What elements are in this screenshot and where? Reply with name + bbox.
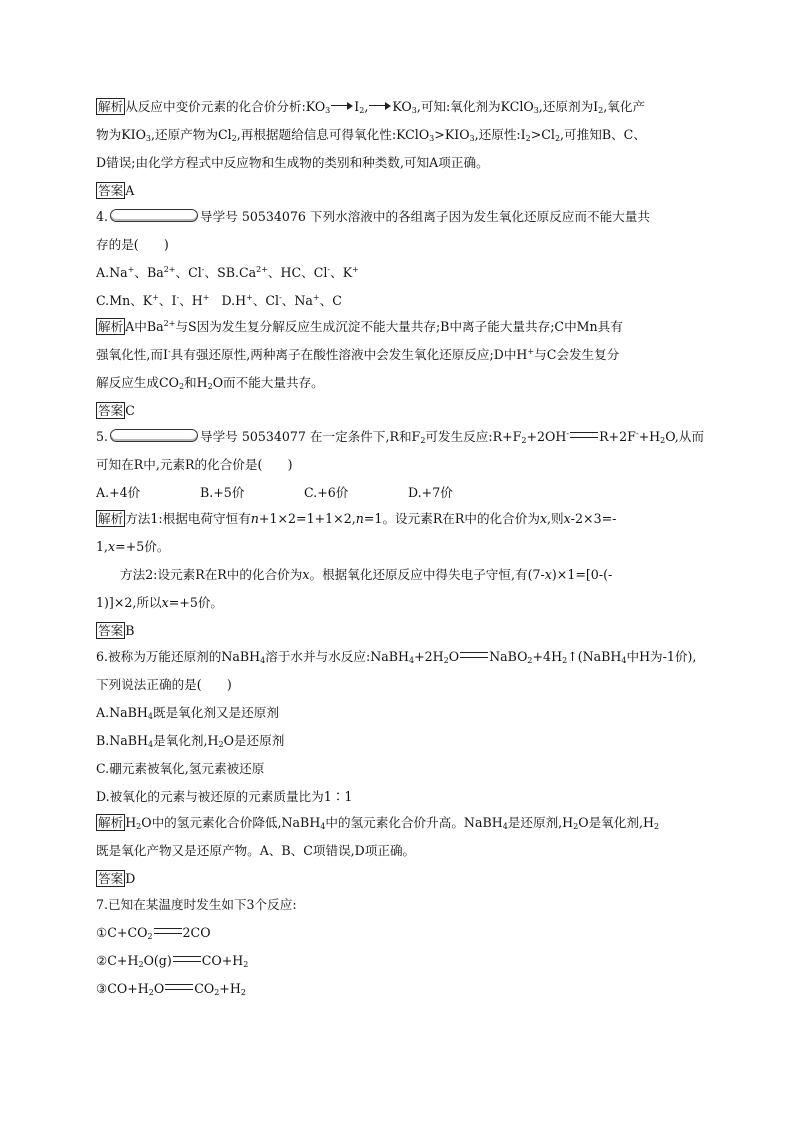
- q3-answer: [96, 182, 700, 208]
- text-fragment: 4: [147, 712, 153, 721]
- answer-label: 答案: [98, 183, 124, 198]
- text-fragment: 2CO: [182, 925, 211, 940]
- text-fragment: -: [176, 293, 180, 302]
- text-fragment: 6.被称为万能还原剂的NaBH: [96, 649, 261, 664]
- text-fragment: 可发生反应:R+F: [425, 429, 522, 444]
- text-fragment: A.NaBH: [96, 705, 148, 720]
- q4-stem-line-1: [96, 208, 700, 236]
- text-fragment: CO+H: [201, 953, 244, 968]
- text-fragment: O是氧化剂,H: [578, 815, 654, 830]
- text-fragment: O是还原剂: [223, 733, 285, 748]
- equals-sign-icon: [165, 984, 193, 990]
- text-fragment: +2H: [414, 649, 444, 664]
- text-fragment: 4.: [96, 209, 109, 224]
- text-fragment: 2: [207, 382, 213, 391]
- text-fragment: 2: [218, 740, 224, 749]
- q4-answer: [96, 402, 700, 428]
- text-fragment: NaBO: [489, 649, 528, 664]
- text-fragment: 2: [527, 656, 533, 665]
- text-fragment: I: [354, 99, 360, 114]
- text-fragment: D.H: [221, 293, 247, 308]
- text-fragment: 溶于水并与水反应:NaBH: [265, 649, 409, 664]
- q3-analysis-line-1: [96, 98, 700, 126]
- text-fragment: 从反应中变价元素的化合价分析:KO: [125, 99, 326, 114]
- q5-method1-line-2: [96, 538, 700, 566]
- text-fragment: 是还原剂,H: [507, 815, 574, 830]
- text-fragment: 解反应生成CO: [96, 375, 179, 390]
- q5-answer: [96, 622, 700, 648]
- text-fragment: x: [563, 511, 571, 526]
- text-fragment: 2: [598, 106, 604, 115]
- text-fragment: 、Ba: [134, 265, 164, 280]
- q4-options-ab: [96, 264, 700, 292]
- text-fragment: 既是氧化剂又是还原剂: [152, 705, 279, 720]
- text-fragment: 方法1:根据电荷守恒有: [125, 511, 251, 526]
- analysis-label: 解析: [98, 99, 124, 114]
- text-fragment: C.Mn、K: [96, 293, 153, 308]
- text-fragment: 、S: [204, 265, 226, 280]
- text-fragment: 2+: [163, 265, 176, 274]
- text-fragment: D.+7价: [408, 485, 453, 500]
- text-fragment: 中H为-1价),: [626, 649, 697, 664]
- answer-label: 答案: [98, 403, 124, 418]
- text-fragment: 物为KIO: [96, 127, 146, 142]
- text-fragment: 、Na: [281, 293, 313, 308]
- text-fragment: CO: [194, 981, 215, 996]
- q4-analysis-line-1: [96, 318, 700, 346]
- text-fragment: 、K: [330, 265, 353, 280]
- text-fragment: O(g): [143, 953, 172, 968]
- text-fragment: +: [202, 293, 210, 302]
- q6-option-a: [96, 704, 700, 732]
- text-fragment: 、I: [158, 293, 177, 308]
- q6-option-b: [96, 732, 700, 760]
- text-fragment: 2: [359, 106, 365, 115]
- text-fragment: x: [302, 567, 310, 582]
- text-fragment: 、Cl: [252, 293, 280, 308]
- q7-reaction-1: [96, 924, 700, 952]
- text-fragment: 4: [502, 822, 508, 831]
- text-fragment: H: [125, 815, 137, 830]
- text-fragment: 2: [243, 960, 249, 969]
- q5-method1-line-1: [96, 510, 700, 538]
- arrow-icon: [369, 102, 391, 110]
- text-fragment: -2×3=-: [570, 511, 617, 526]
- text-fragment: 2+: [163, 319, 176, 328]
- q5-method2-line-1: [96, 566, 700, 594]
- text-fragment: A.+4价: [96, 485, 141, 500]
- text-fragment: 、HC、Cl: [267, 265, 328, 280]
- text-fragment: )×1=[0-(-: [551, 567, 613, 582]
- text-fragment: 与C会发生复分: [534, 347, 620, 362]
- text-fragment: 2: [138, 960, 144, 969]
- text-fragment: B: [125, 623, 135, 638]
- text-fragment: +: [527, 347, 535, 356]
- document-page: [96, 98, 704, 1008]
- q3-analysis-line-3: D错误;由化学方程式中反应物和生成物的类别和种类数,可知A项正确。: [96, 155, 489, 170]
- text-fragment: 5.: [96, 429, 109, 444]
- q7-stem: 7.已知在某温度时发生如下3个反应:: [96, 897, 297, 912]
- text-fragment: B.Ca: [225, 265, 257, 280]
- q6-analysis-line-2: 既是氧化产物又是还原产物。A、B、C项错误,D项正确。: [96, 843, 416, 858]
- text-fragment: A中Ba: [125, 319, 164, 334]
- text-fragment: ,还原产物为Cl: [151, 127, 232, 142]
- text-fragment: 导学号 50534077 在一定条件下,R和F: [200, 429, 421, 444]
- text-fragment: B.+5价: [200, 485, 245, 500]
- text-fragment: 1)]×2,所以: [96, 595, 162, 610]
- text-fragment: 3: [533, 106, 539, 115]
- text-fragment: -: [201, 265, 205, 274]
- text-fragment: KO: [392, 99, 412, 114]
- text-fragment: n: [355, 511, 364, 526]
- text-fragment: ,还原性:I: [474, 127, 526, 142]
- text-fragment: ,氧化产: [603, 99, 646, 114]
- text-fragment: A.Na: [96, 265, 128, 280]
- arrow-icon: [331, 102, 353, 110]
- q6-analysis-line-1: [96, 814, 700, 842]
- text-fragment: ①C+CO: [96, 925, 148, 940]
- text-fragment: 3: [325, 106, 331, 115]
- text-fragment: 3: [145, 134, 151, 143]
- text-fragment: x: [108, 539, 116, 554]
- text-fragment: A: [125, 183, 135, 198]
- q6-stem-line-1: [96, 648, 700, 676]
- answer-label: 答案: [98, 871, 124, 886]
- text-fragment: 4: [260, 656, 266, 665]
- text-fragment: O: [153, 981, 165, 996]
- q7-reaction-3: [96, 980, 700, 1008]
- q6-option-c: C.硼元素被氧化,氢元素被还原: [96, 761, 265, 776]
- text-fragment: ,: [364, 99, 369, 114]
- q4-options-cd: [96, 292, 700, 318]
- text-fragment: x: [544, 567, 552, 582]
- q7-reaction-2: [96, 952, 700, 980]
- text-fragment: +: [152, 293, 159, 302]
- text-fragment: ,可推知B、C、: [560, 127, 646, 142]
- text-fragment: =1。设元素R在R中的化合价为: [363, 511, 540, 526]
- text-fragment: R+2F: [599, 429, 636, 444]
- text-fragment: -: [327, 265, 331, 274]
- text-fragment: 2: [660, 436, 666, 445]
- text-fragment: >KIO: [434, 127, 470, 142]
- text-fragment: 2: [562, 656, 568, 665]
- guide-badge-icon: [110, 209, 198, 222]
- text-fragment: ③CO+H: [96, 981, 149, 996]
- text-fragment: +: [312, 293, 320, 302]
- text-fragment: ,还原剂为I: [538, 99, 599, 114]
- text-fragment: -: [167, 347, 171, 356]
- q6-answer: [96, 870, 700, 896]
- text-fragment: 方法2:设元素R在R中的化合价为: [120, 567, 303, 582]
- text-fragment: 2: [148, 988, 154, 997]
- text-fragment: C.+6价: [304, 485, 349, 500]
- text-fragment: 2: [214, 988, 220, 997]
- text-fragment: 4: [621, 656, 627, 665]
- text-fragment: +4H: [532, 649, 563, 664]
- text-fragment: 与S因为发生复分解反应生成沉淀不能大量共存;B中离子能大量共存;C中Mn具有: [175, 319, 623, 334]
- text-fragment: 2: [443, 656, 449, 665]
- text-fragment: 强氧化性,而I: [96, 347, 168, 362]
- text-fragment: 4: [320, 822, 326, 831]
- text-fragment: 3: [411, 106, 417, 115]
- equals-sign-icon: [570, 432, 598, 438]
- text-fragment: 2: [147, 932, 153, 941]
- text-fragment: -: [279, 293, 282, 302]
- text-fragment: 2: [653, 822, 660, 831]
- text-fragment: 具有强还原性,两种离子在酸性溶液中会发生氧化还原反应;D中H: [170, 347, 528, 362]
- text-fragment: ,可知:氧化剂为KClO: [416, 99, 534, 114]
- text-fragment: +: [127, 265, 135, 274]
- text-fragment: 3: [429, 134, 435, 143]
- text-fragment: 、H: [179, 293, 203, 308]
- text-fragment: O中的氢元素化合价降低,NaBH: [141, 815, 321, 830]
- text-fragment: 是氧化剂,H: [153, 733, 219, 748]
- text-fragment: +H: [219, 981, 241, 996]
- text-fragment: 2: [178, 382, 185, 391]
- text-fragment: 4: [408, 656, 415, 665]
- text-fragment: 2+: [256, 265, 268, 274]
- text-fragment: -: [635, 429, 639, 438]
- text-fragment: ,再根据题给信息可得氧化性:KClO: [236, 127, 430, 142]
- text-fragment: O,从而: [665, 429, 704, 444]
- text-fragment: ,则: [547, 511, 564, 526]
- text-fragment: >Cl: [530, 127, 555, 142]
- text-fragment: x: [161, 595, 169, 610]
- text-fragment: +1×2=1+1×2,: [258, 511, 356, 526]
- analysis-label: 解析: [98, 511, 124, 526]
- text-fragment: +: [352, 265, 359, 274]
- text-fragment: +H: [638, 429, 661, 444]
- text-fragment: ②C+H: [96, 953, 139, 968]
- q5-options: [96, 484, 700, 510]
- text-fragment: ↑(NaBH: [567, 649, 622, 664]
- text-fragment: 2: [573, 822, 579, 831]
- text-fragment: =+5价。: [115, 539, 170, 554]
- q6-stem-line-2: 下列说法正确的是( ): [96, 677, 232, 692]
- q4-stem-line-2: 存的是( ): [96, 237, 169, 252]
- q4-analysis-line-3: [96, 374, 700, 402]
- text-fragment: B.NaBH: [96, 733, 149, 748]
- text-fragment: D: [125, 871, 136, 886]
- equals-sign-icon: [173, 956, 201, 962]
- text-fragment: 中的氢元素化合价升高。NaBH: [325, 815, 503, 830]
- q5-stem-line-2: 可知在R中,元素R的化合价是( ): [96, 457, 293, 472]
- text-fragment: 2: [554, 134, 561, 143]
- analysis-label: 解析: [98, 319, 124, 334]
- equals-sign-icon: [154, 928, 182, 934]
- text-fragment: 2: [420, 436, 426, 445]
- text-fragment: 4: [148, 740, 154, 749]
- q5-stem-line-1: [96, 428, 704, 456]
- text-fragment: 2: [231, 134, 237, 143]
- guide-badge-icon: [110, 429, 198, 442]
- q6-option-d: D.被氧化的元素与被还原的元素质量比为1∶1: [96, 789, 353, 804]
- text-fragment: 、Cl: [175, 265, 202, 280]
- text-fragment: n: [250, 511, 259, 526]
- text-fragment: -: [566, 429, 570, 438]
- text-fragment: 2: [525, 134, 531, 143]
- text-fragment: 和H: [184, 375, 208, 390]
- q4-analysis-line-2: [96, 346, 700, 374]
- q3-analysis-line-2: [96, 126, 700, 154]
- text-fragment: =+5价。: [168, 595, 224, 610]
- text-fragment: 2: [521, 436, 527, 445]
- text-fragment: 2: [240, 988, 246, 997]
- text-fragment: 。根据氧化还原反应中得失电子守恒,有(7-: [309, 567, 545, 582]
- equals-sign-icon: [460, 652, 488, 658]
- text-fragment: O: [448, 649, 460, 664]
- text-fragment: +2OH: [526, 429, 567, 444]
- answer-label: 答案: [98, 623, 124, 638]
- text-fragment: C: [125, 403, 135, 418]
- text-fragment: +: [246, 293, 253, 302]
- text-fragment: 、C: [319, 293, 342, 308]
- text-fragment: O而不能大量共存。: [212, 375, 324, 390]
- text-fragment: 2: [136, 822, 142, 831]
- text-fragment: 1,: [96, 539, 109, 554]
- q5-method2-line-2: [96, 594, 700, 622]
- analysis-label: 解析: [98, 815, 124, 830]
- text-fragment: 导学号 50534076 下列水溶液中的各组离子因为发生氧化还原反应而不能大量共: [200, 209, 650, 224]
- text-fragment: x: [539, 511, 548, 526]
- text-fragment: 3: [469, 134, 475, 143]
